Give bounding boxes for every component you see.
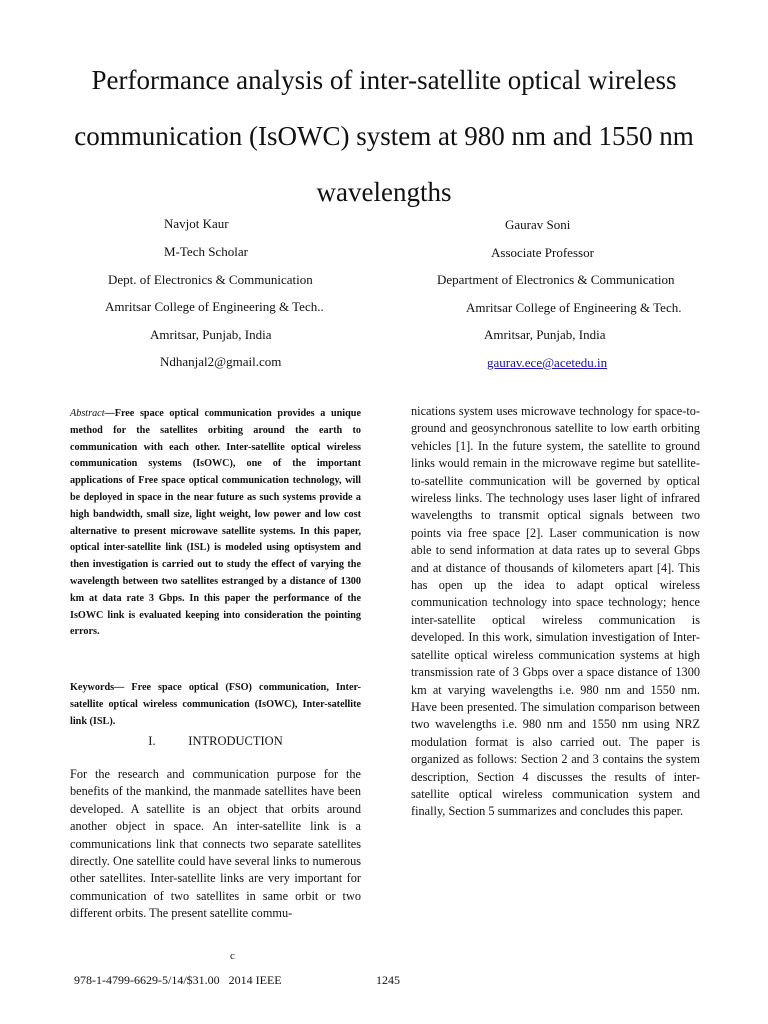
section-number: I. — [148, 734, 156, 748]
section-heading — [70, 734, 361, 749]
author-name: Gaurav Soni — [505, 217, 571, 232]
author-email-link[interactable]: gaurav.ece@acetedu.in — [487, 355, 608, 370]
keywords: Keywords— Free space optical (FSO) communication, Inter-satellite optical wireless communication (IsOWC), Inter-satellite link (ISL). — [70, 682, 361, 727]
author-email: Ndhanjal2@gmail.com — [160, 354, 282, 369]
intro-paragraph-left: For the research and communication purpose for the benefits of the mankind, the manmade satellites have been developed. A satellite is an object that orbits around another object in space. An inter-satellite link is a communications link that connects two separate satellites directly. One satellite could have several links to numerous other satellites. Inter-satellite links are very important for communication of two satellites in same orbit or two different orbits. The present satellite commu- — [70, 767, 361, 921]
paper-title: Performance analysis of inter-satellite optical wireless communication (IsOWC) system at 980 nm and 1550 nm wavelengths — [74, 65, 694, 207]
author-role: Associate Professor — [491, 245, 594, 260]
abstract — [70, 406, 361, 641]
author-college: Amritsar College of Engineering & Tech.. — [105, 299, 324, 314]
author-dept: Department of Electronics & Communication — [437, 272, 675, 287]
author-role: M-Tech Scholar — [164, 244, 248, 259]
author-location: Amritsar, Punjab, India — [150, 327, 272, 342]
intro-paragraph-right: nications system uses microwave technology for space-to-ground and geosynchronous satellite to low earth orbiting vehicles [1]. In the future system, the satellite to ground links would remain in the microwave regime but satellite-to-satellite communication will be governed by optical wireless links. The technology uses laser light of infrared wavelengths to transmit optical signals between two points via free space [2]. Laser communication is now able to send information at data rates up to several Gbps and at distance of thousands of kilometers apart [4]. This has open up the idea to adapt optical wireless communication technology into space technology; hence inter-satellite optical wireless communication is developed. In this work, simulation investigation of Inter- satellite optical wireless communication systems at high transmission rate of 3 Gbps over a space distance of 1300 km at varying wavelengths i.e. 980 nm and 1550 nm. Have been presented. The simulation comparison between two wavelengths i.e. 980 nm and 1550 nm using NRZ modulation format is also carried out. The paper is organized as follows: Section 2 and 3 contains the system description, Section 4 discusses the results of inter-satellite optical wireless communication system and finally, Section 5 summarizes and concludes this paper. — [411, 404, 700, 819]
author-college: Amritsar College of Engineering & Tech. — [466, 300, 682, 315]
footer-isbn: 978-1-4799-6629-5/14/$31.00 2014 IEEE — [74, 973, 282, 987]
author-location: Amritsar, Punjab, India — [484, 327, 606, 342]
footer-mark: c — [230, 950, 235, 962]
author-name: Navjot Kaur — [164, 216, 229, 231]
author-dept: Dept. of Electronics & Communication — [108, 272, 313, 287]
abstract-lead: Abstract — [70, 408, 105, 419]
section-title: INTRODUCTION — [188, 734, 283, 748]
abstract-text: —Free space optical communication provides a unique method for the satellites orbiting around the earth to communication with each other. Inter-satellite optical wireless communication systems (IsOWC), one of the important applications of Free space optical communication technology, will be deployed in space in the near future as such systems provide a high bandwidth, small size, light weight, low power and low cost alternative to present microwave satellite systems. In this paper, optical inter-satellite link (ISL) is modeled using optisystem and then investigation is carried out to study the effect of varying the wavelength between two satellites estranged by a distance of 1300 km at data rate 3 Gbps. In this paper the performance of the IsOWC link is evaluated keeping into consideration the pointing errors. — [70, 408, 361, 638]
page-number: 1245 — [376, 973, 400, 987]
